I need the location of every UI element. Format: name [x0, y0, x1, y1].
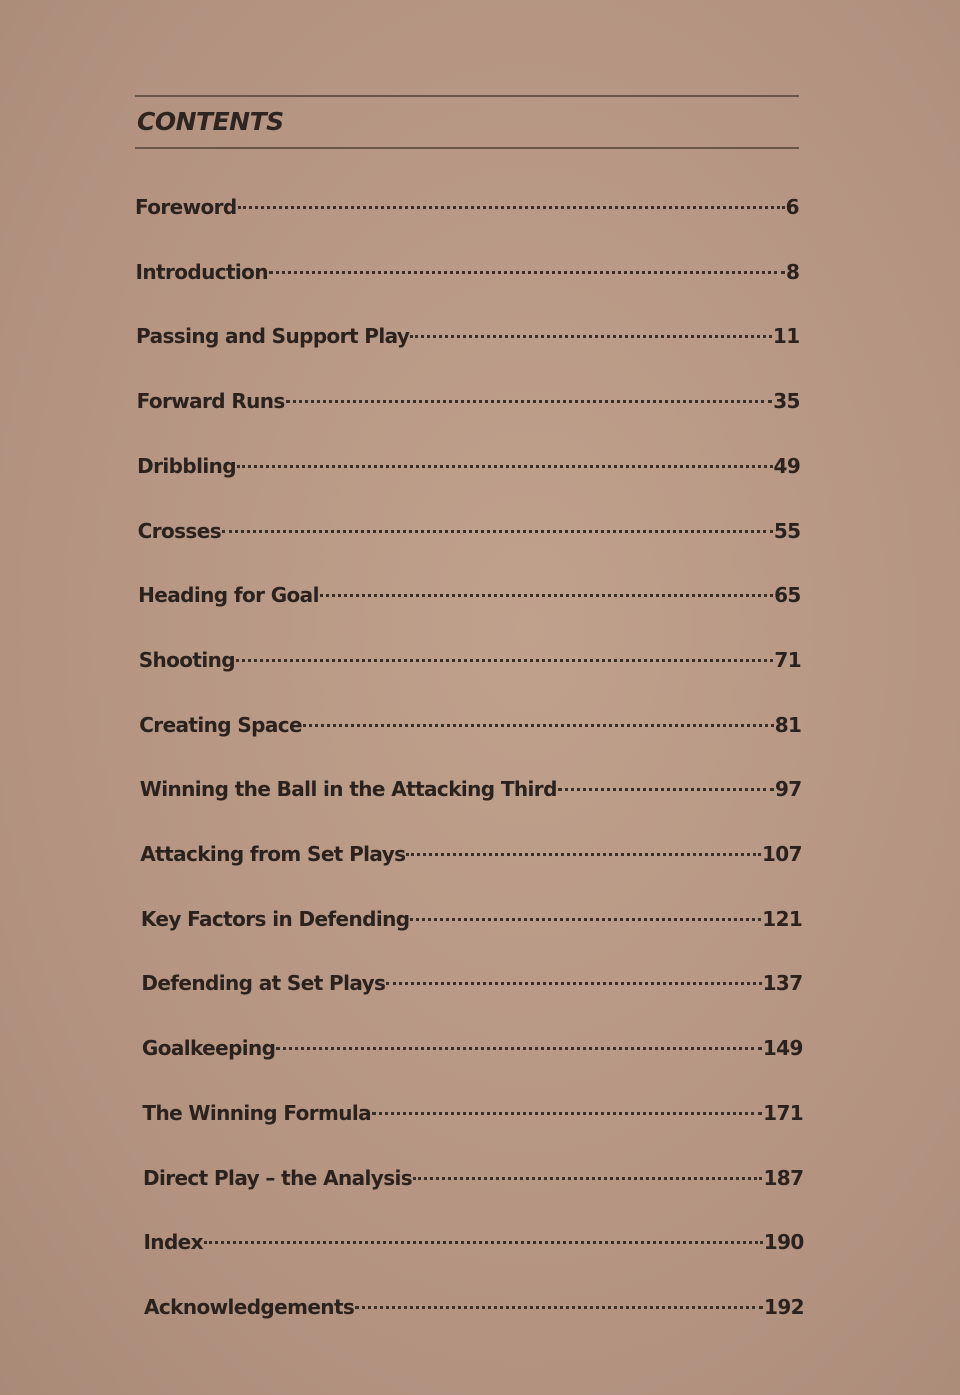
toc-dot-leader [276, 1047, 761, 1050]
toc-dot-leader [222, 530, 773, 533]
toc-entry-page-number: 107 [761, 842, 802, 866]
toc-entry-title: Crosses [137, 518, 221, 543]
toc-entry-page-number: 65 [774, 583, 801, 608]
toc-entry [136, 320, 800, 352]
toc-entry [142, 1032, 803, 1064]
toc-dot-leader [286, 400, 772, 403]
toc-entry [139, 644, 801, 676]
toc-entry [135, 191, 799, 223]
toc-entry [140, 838, 802, 870]
toc-dot-leader [406, 853, 761, 856]
toc-entry-page-number: 121 [762, 906, 803, 931]
toc-entry [142, 1097, 803, 1129]
toc-entry-title: Creating Space [139, 712, 303, 737]
toc-dot-leader [410, 918, 761, 921]
toc-entry-page-number: 49 [773, 453, 801, 478]
toc-entry [141, 967, 802, 999]
toc-entry-title: Key Factors in Defending [140, 906, 410, 931]
toc-entry-page-number: 11 [772, 324, 800, 349]
toc-dot-leader [372, 1112, 762, 1115]
toc-entry [140, 773, 802, 805]
toc-entry-page-number: 137 [762, 971, 803, 996]
toc-dot-leader [236, 659, 773, 662]
toc-dot-leader [558, 788, 774, 791]
toc-entry-title: Goalkeeping [141, 1036, 276, 1061]
toc-entry-title: Acknowledgements [144, 1294, 355, 1319]
toc-entry-page-number: 192 [764, 1294, 804, 1319]
toc-entry [137, 385, 800, 417]
toc-entry-title: Foreword [135, 195, 237, 219]
toc-entry-title: Direct Play – the Analysis [142, 1165, 413, 1190]
toc-dot-leader [269, 271, 785, 274]
toc-dot-leader [386, 982, 761, 985]
toc-dot-leader [413, 1177, 762, 1180]
toc-entry-title: Attacking from Set Plays [140, 842, 406, 866]
toc-entry-page-number: 171 [763, 1100, 804, 1125]
toc-entry [138, 515, 801, 547]
toc-entry-title: Dribbling [137, 453, 236, 478]
toc-entry-page-number: 55 [773, 518, 801, 543]
toc-entry-title: Winning the Ball in the Attacking Third [139, 777, 557, 802]
toc-entry [143, 1162, 803, 1194]
toc-entry-page-number: 71 [774, 647, 802, 672]
toc-entry-title: Shooting [138, 647, 235, 672]
toc-dot-leader [303, 724, 774, 727]
toc-entry [144, 1291, 804, 1323]
toc-entry [143, 1226, 803, 1258]
toc-entry-page-number: 187 [763, 1165, 804, 1190]
toc-entry-title: Heading for Goal [138, 583, 319, 608]
toc-entry-page-number: 8 [785, 259, 800, 284]
toc-entry-title: Passing and Support Play [136, 324, 410, 349]
contents-heading: CONTENTS [137, 107, 284, 136]
toc-dot-leader [355, 1306, 763, 1309]
toc-entry [137, 450, 800, 482]
toc-entry-title: Introduction [135, 259, 268, 284]
toc-entry [138, 579, 801, 611]
toc-dot-leader [410, 335, 772, 338]
toc-entry-page-number: 149 [762, 1036, 803, 1061]
toc-entry [136, 256, 800, 288]
toc-entry-title: The Winning Formula [142, 1100, 372, 1125]
toc-entry-page-number: 81 [774, 712, 802, 737]
toc-entry-page-number: 97 [774, 777, 802, 802]
toc-dot-leader [320, 594, 773, 597]
toc-dot-leader [238, 206, 785, 209]
toc-entry [141, 903, 802, 935]
toc-dot-leader [237, 465, 773, 468]
toc-entry-title: Forward Runs [136, 389, 285, 414]
toc-dot-leader [204, 1241, 763, 1244]
toc-entry [139, 709, 801, 741]
toc-entry-page-number: 35 [773, 389, 800, 414]
toc-entry-title: Index [143, 1230, 203, 1255]
toc-entry-page-number: 190 [763, 1230, 804, 1255]
toc-entry-title: Defending at Set Plays [141, 971, 386, 996]
toc-entry-page-number: 6 [785, 195, 799, 219]
